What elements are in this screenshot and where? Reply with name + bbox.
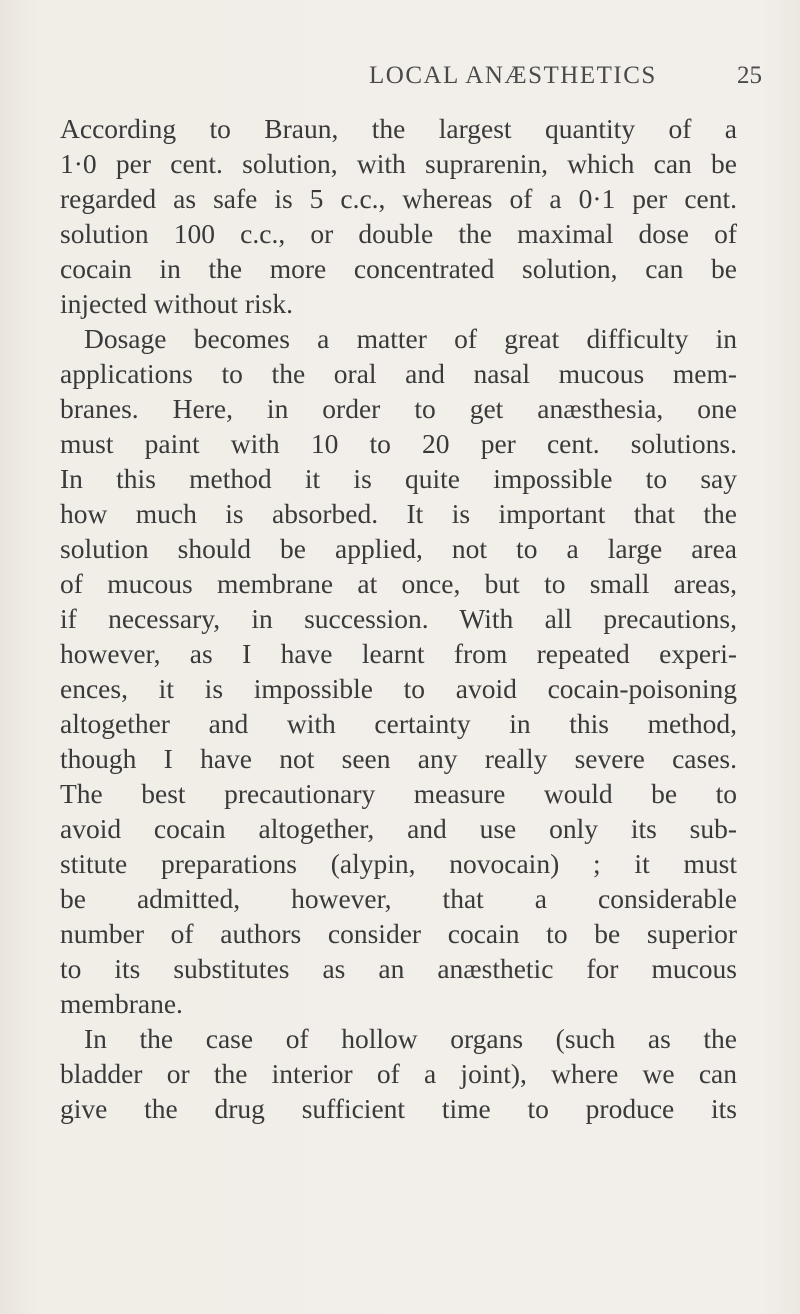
page-number: 25	[737, 62, 762, 89]
text-line: bladder or the interior of a joint), where we can	[60, 1058, 737, 1089]
text-line: to its substitutes as an anæsthetic for mucous	[60, 953, 737, 984]
text-line: Dosage becomes a matter of great difficulty in	[84, 323, 737, 354]
text-line: applications to the oral and nasal mucous mem-	[60, 358, 737, 389]
text-line: In this method it is quite impossible to say	[60, 463, 737, 494]
text-line: if necessary, in succession. With all precautions,	[60, 603, 737, 634]
text-line: solution should be applied, not to a large area	[60, 533, 737, 564]
text-line: avoid cocain altogether, and use only its sub-	[60, 813, 737, 844]
running-head: LOCAL ANÆSTHETICS	[369, 62, 657, 89]
text-line: In the case of hollow organs (such as the	[84, 1023, 737, 1054]
text-line: stitute preparations (alypin, novocain) ; it must	[60, 848, 737, 879]
text-line: The best precautionary measure would be to	[60, 778, 737, 809]
text-line: membrane.	[60, 988, 183, 1019]
text-line: though I have not seen any really severe cases.	[60, 743, 737, 774]
page-header	[0, 62, 800, 96]
text-line: regarded as safe is 5 c.c., whereas of a 0·1 per cent.	[60, 183, 737, 214]
text-line: ences, it is impossible to avoid cocain-poisoning	[60, 673, 737, 704]
text-line: injected without risk.	[60, 288, 293, 319]
text-line: be admitted, however, that a considerable	[60, 883, 737, 914]
text-line: altogether and with certainty in this method,	[60, 708, 737, 739]
text-line: how much is absorbed. It is important that the	[60, 498, 737, 529]
text-line: of mucous membrane at once, but to small areas,	[60, 568, 737, 599]
text-line: 1·0 per cent. solution, with suprarenin, which can be	[60, 148, 737, 179]
text-line: solution 100 c.c., or double the maximal dose of	[60, 218, 737, 249]
text-line: number of authors consider cocain to be superior	[60, 918, 737, 949]
text-line: however, as I have learnt from repeated experi-	[60, 638, 737, 669]
text-line: must paint with 10 to 20 per cent. solutions.	[60, 428, 737, 459]
text-line: give the drug sufficient time to produce its	[60, 1093, 737, 1124]
text-line: cocain in the more concentrated solution, can be	[60, 253, 737, 284]
text-line: According to Braun, the largest quantity of a	[60, 113, 737, 144]
text-line: branes. Here, in order to get anæsthesia, one	[60, 393, 737, 424]
